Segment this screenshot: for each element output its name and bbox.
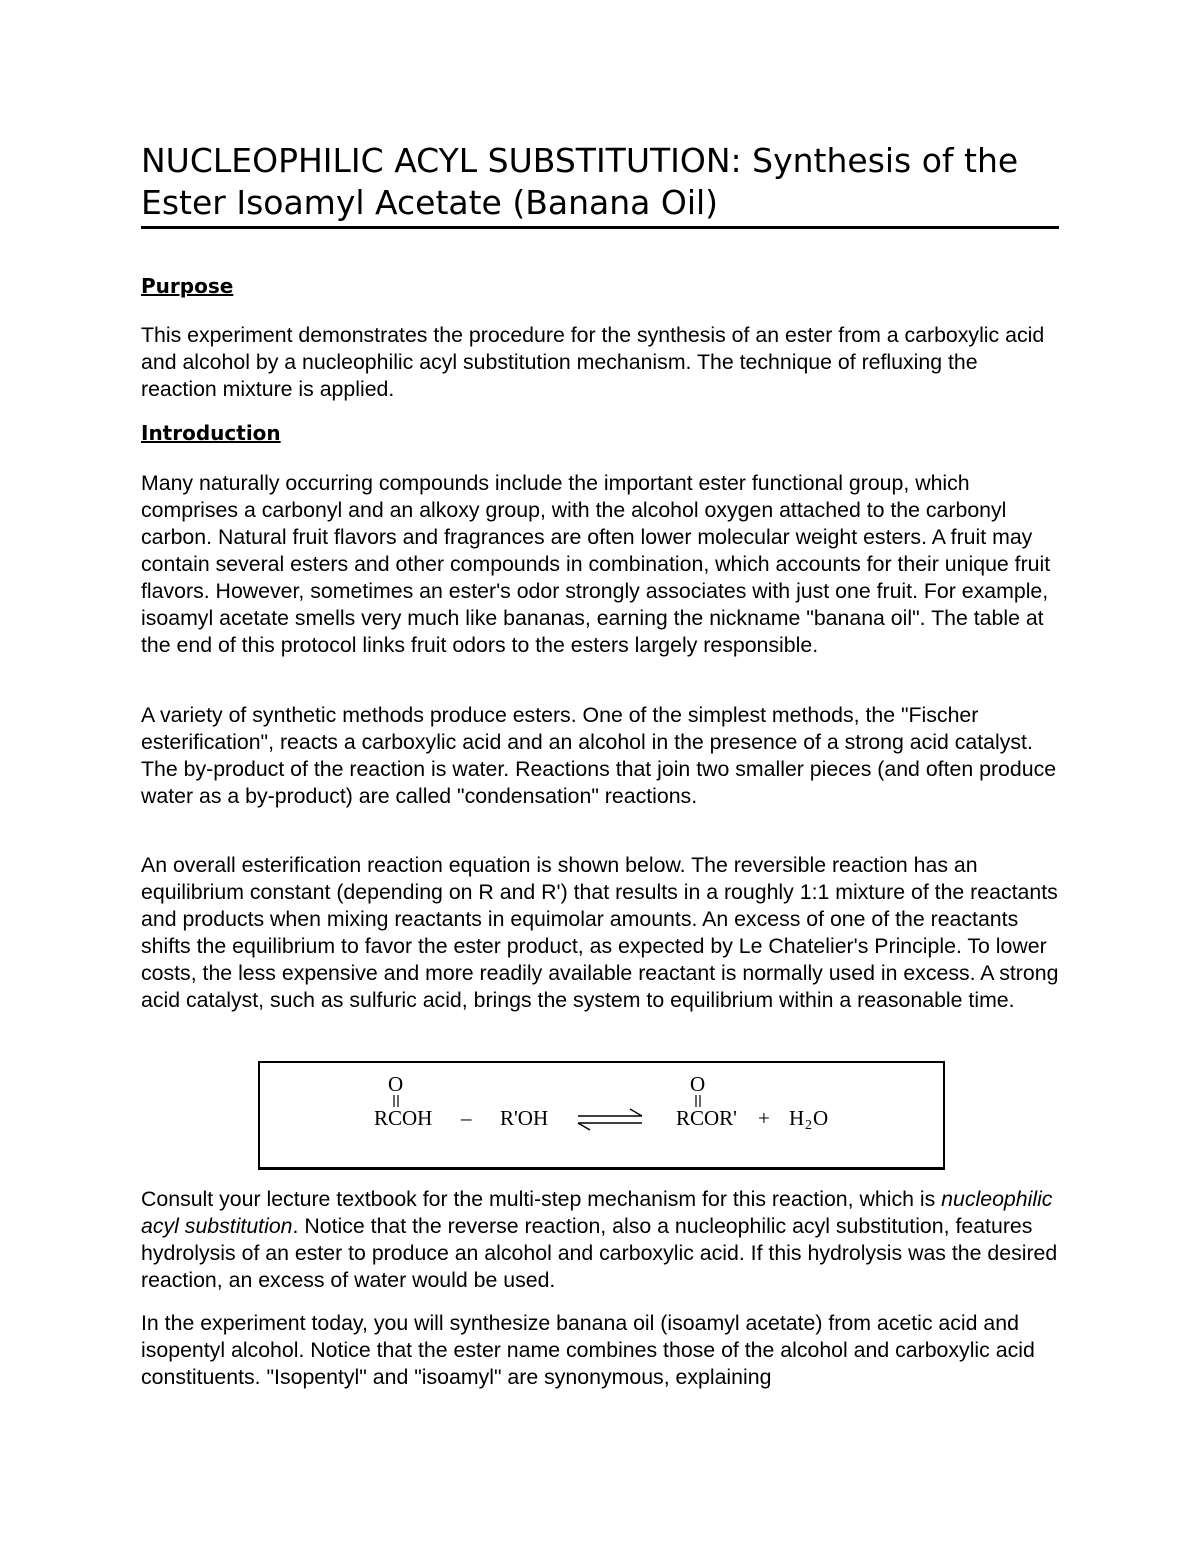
paragraph-4-text-end: . Notice that the reverse reaction, also a nucleophilic acyl substitution, features hydrolysis of an ester to produce an alcohol and carboxylic acid. If this hydrolysis was the desired reaction, an excess of water would be used. — [141, 1214, 1058, 1292]
product1-formula: RCOR' — [676, 1106, 737, 1130]
introduction-paragraph-5: In the experiment today, you will synthesize banana oil (isoamyl acetate) from acetic acid and isopentyl alcohol. Notice that the ester name combines those of the alcohol and carboxylic acid constituents. "Isopentyl" and "isoamyl" are synonymous, explaining — [141, 1311, 1035, 1389]
introduction-paragraph-2: A variety of synthetic methods produce esters. One of the simplest methods, the "Fischer esterification", reacts a carboxylic acid and an alcohol in the presence of a strong acid catalyst. The by-product of the reaction is water. Reactions that join two smaller pieces (and often produce water as a by-product) are called "condensation" reactions. — [141, 703, 1057, 808]
purpose-heading: Purpose — [141, 274, 234, 298]
introduction-heading: Introduction — [141, 421, 281, 445]
introduction-paragraph-1: Many naturally occurring compounds include the important ester functional group, which comprises a carbonyl and an alkoxy group, with the alcohol oxygen attached to the carbonyl carbon. Natural fruit flavors and fragrances are often lower molecular weight esters. A fruit may contain several esters and other compounds in combination, which accounts for their unique fruit flavors. However, sometimes an ester's odor strongly associates with just one fruit. For example, isoamyl acetate smells very much like bananas, earning the nickname "banana oil". The table at the end of this protocol links fruit odors to the esters largely responsible. — [141, 471, 1051, 657]
plus-sign-2: + — [758, 1106, 770, 1130]
document-title: NUCLEOPHILIC ACYL SUBSTITUTION: Synthesis of the Ester Isoamyl Acetate (Banana Oil) — [141, 141, 1019, 222]
paragraph-4-emphasis: nucleophilic acyl substitution — [141, 1187, 1053, 1238]
introduction-paragraph-4 — [141, 1186, 1059, 1294]
water-formula-subscript: 2 — [805, 1118, 812, 1133]
water-formula-o: O — [813, 1106, 829, 1130]
plus-sign-1: – — [461, 1106, 472, 1130]
product1-carbonyl-oxygen: O — [690, 1072, 706, 1096]
reactant2-formula: R'OH — [500, 1106, 549, 1130]
introduction-paragraph-3: An overall esterification reaction equation is shown below. The reversible reaction has an equilibrium constant (depending on R and R') that results in a roughly 1:1 mixture of the reactants and products when mixing reactants in equimolar amounts. An excess of one of the reactants shifts the equilibrium to favor the ester product, as expected by Le Chatelier's Principle. To lower costs, the less expensive and more readily available reactant is normally used in excess. A strong acid catalyst, such as sulfuric acid, brings the system to equilibrium within a reasonable time. — [141, 853, 1059, 1012]
equilibrium-arrow-icon — [578, 1109, 642, 1130]
water-formula-h: H — [789, 1106, 805, 1130]
title-underline — [141, 226, 1059, 229]
purpose-paragraph: This experiment demonstrates the procedure for the synthesis of an ester from a carboxylic acid and alcohol by a nucleophilic acyl substitution mechanism. The technique of refluxing the reaction mixture is applied. — [141, 323, 1045, 401]
reactant1-formula: RCOH — [374, 1106, 433, 1130]
reactant1-carbonyl-oxygen: O — [388, 1072, 404, 1096]
reaction-equation — [260, 1063, 943, 1167]
reaction-equation-box — [258, 1061, 945, 1170]
paragraph-4-text-start: Consult your lecture textbook for the multi-step mechanism for this reaction, which is — [141, 1187, 942, 1211]
